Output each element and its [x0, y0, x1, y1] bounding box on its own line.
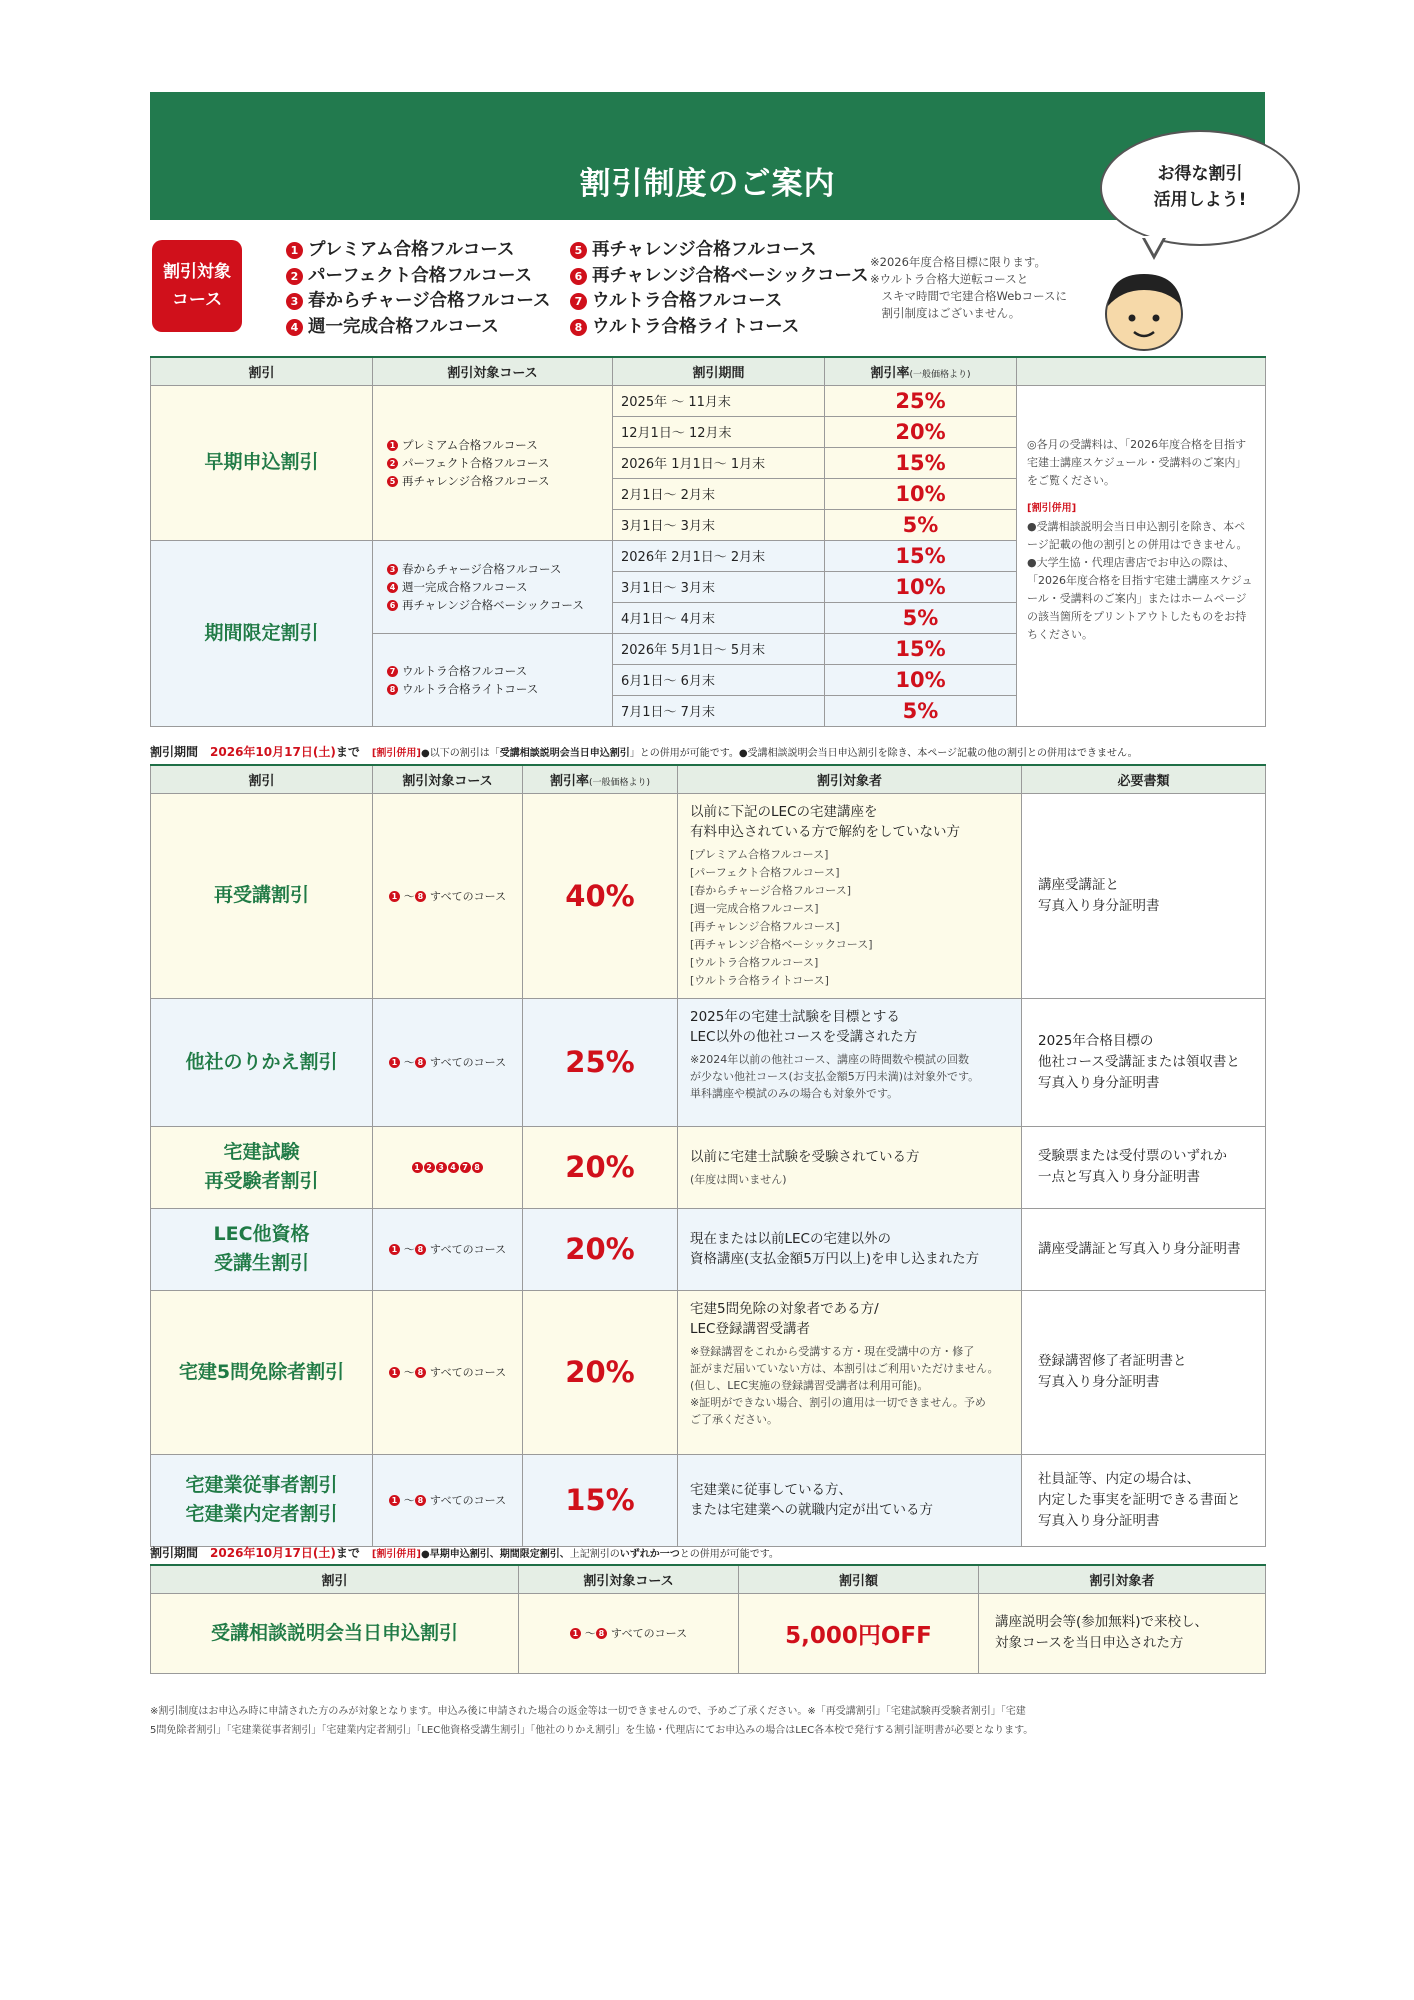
- col-header: 割引期間: [613, 357, 825, 385]
- target-line: または宅建業への就職内定が出ている方: [690, 1502, 933, 1518]
- col-header: 必要書類: [1022, 765, 1266, 793]
- target-details: [690, 1051, 1009, 1102]
- discount-rate: 25%: [523, 998, 678, 1126]
- course-item: [286, 264, 551, 290]
- course-list-right: [570, 238, 869, 340]
- mascot-icon: [1098, 262, 1190, 358]
- course-item: [286, 238, 551, 264]
- doc-line: 写真入り身分証明書: [1038, 897, 1160, 914]
- discount-rate: 15%: [825, 540, 1017, 571]
- detail-line: [プレミアム合格フルコース]: [690, 847, 829, 861]
- required-docs: [1022, 1290, 1266, 1454]
- discount-name-line: 宅建5問免除者割引: [178, 1360, 345, 1383]
- range-label: すべてのコース: [610, 1627, 688, 1640]
- course-number: 1: [389, 1367, 400, 1378]
- caption-tag: [割引併用]: [371, 1549, 421, 1560]
- col-header: [523, 765, 678, 793]
- discount-rate: 15%: [825, 633, 1017, 664]
- target-persons: [678, 1126, 1022, 1208]
- course-number: 3: [387, 564, 398, 575]
- detail-line: [ウルトラ合格フルコース]: [690, 955, 819, 969]
- doc-line: 写真入り身分証明書: [1038, 1512, 1160, 1529]
- course-range: [389, 1366, 506, 1379]
- table-row: [151, 1126, 1266, 1208]
- discount-name-line: 他社のりかえ割引: [185, 1050, 338, 1073]
- target-courses: [373, 1290, 523, 1454]
- course-label: 週一完成合格フルコース: [308, 316, 499, 337]
- discount-name: [151, 998, 373, 1126]
- note-line: ※2026年度合格目標に限ります。: [870, 255, 1046, 269]
- caption-text: 上記割引の: [569, 1549, 620, 1560]
- course-item: [387, 680, 612, 698]
- course-label: 春からチャージ合格フルコース: [402, 561, 562, 576]
- range-sep: 〜: [403, 1494, 415, 1507]
- target-line: 現在または以前LECの宅建以外の: [690, 1231, 891, 1247]
- course-item: [387, 436, 612, 454]
- discount-rate: 20%: [523, 1208, 678, 1290]
- course-item: [387, 596, 612, 614]
- target-details: [690, 846, 1009, 990]
- course-number: 1: [570, 1628, 581, 1639]
- discount-name: 早期申込割引: [151, 385, 373, 540]
- target-line: 2025年の宅建士試験を目標とする: [690, 1008, 900, 1025]
- discount-period: 3月1日〜 3月末: [613, 571, 825, 602]
- course-number: 8: [387, 684, 398, 695]
- caption-label: 割引期間: [150, 745, 199, 759]
- period-discount-table: [150, 356, 1266, 727]
- doc-line: 写真入り身分証明書: [1038, 1374, 1160, 1390]
- target-line: 宅建5問免除の対象者である方/: [690, 1300, 879, 1317]
- caption-made: まで: [335, 745, 360, 759]
- discount-name: 期間限定割引: [151, 540, 373, 726]
- target-line: 以前に下記のLECの宅建講座を: [690, 803, 878, 820]
- discount-table: [150, 764, 1266, 1547]
- target-line: 対象コースを当日申込された方: [995, 1635, 1184, 1651]
- range-label: すべてのコース: [429, 1243, 507, 1256]
- discount-rate: 15%: [523, 1454, 678, 1546]
- discount-name: 受講相談説明会当日申込割引: [151, 1593, 519, 1673]
- course-item: [286, 289, 551, 315]
- discount-period: 3月1日〜 3月末: [613, 509, 825, 540]
- target-persons: [678, 1208, 1022, 1290]
- discount-period: 7月1日〜 7月末: [613, 695, 825, 726]
- caption-label: 割引期間: [150, 1546, 199, 1560]
- course-item: [570, 264, 869, 290]
- col-header: 割引対象者: [979, 1565, 1266, 1593]
- caption-date: 2026年10月17日(土): [210, 745, 336, 759]
- course-label: プレミアム合格フルコース: [402, 437, 538, 452]
- target-line: 資格講座(支払金額5万円以上)を申し込まれた方: [690, 1251, 980, 1267]
- caption-period: [150, 1544, 779, 1561]
- doc-line: 受験票または受付票のいずれか: [1038, 1148, 1227, 1164]
- discount-rate: 20%: [523, 1290, 678, 1454]
- discount-rate: 10%: [825, 664, 1017, 695]
- target-line: LEC以外の他社コースを受講された方: [690, 1028, 918, 1045]
- course-range: [389, 1494, 506, 1507]
- doc-line: 写真入り身分証明書: [1038, 1074, 1160, 1091]
- course-number: 1: [412, 1162, 423, 1173]
- target-persons: [678, 793, 1022, 998]
- course-item: [286, 315, 551, 341]
- table-row: [151, 1454, 1266, 1546]
- table-row: [151, 385, 1266, 416]
- detail-line: [パーフェクト合格フルコース]: [690, 865, 840, 879]
- course-number: 1: [389, 1057, 400, 1068]
- col-header: [825, 357, 1017, 385]
- course-number: 3: [286, 293, 303, 310]
- detail-line: 単科講座や模試のみの場合も対象外です。: [690, 1086, 899, 1100]
- discount-rate: 10%: [825, 478, 1017, 509]
- required-docs: [1022, 1208, 1266, 1290]
- discount-rate: 5%: [825, 695, 1017, 726]
- badge-line: 割引対象: [163, 262, 231, 282]
- target-line: 有料申込されている方で解約をしていない方: [690, 823, 960, 840]
- required-docs: [1022, 1126, 1266, 1208]
- top-note: [870, 254, 1067, 322]
- col-header-main: 割引率: [549, 773, 589, 789]
- detail-line: [再チャレンジ合格ベーシックコース]: [690, 937, 873, 951]
- range-label: すべてのコース: [429, 1494, 507, 1507]
- course-number: 8: [415, 1244, 426, 1255]
- course-label: 再チャレンジ合格フルコース: [592, 240, 817, 260]
- course-number: 4: [387, 582, 398, 593]
- footnote-line: ※割引制度はお申込み時に申請された方のみが対象となります。申込み後に申請された場合の返金等は一切できませんので、予めご了承ください。※「再受講割引」「宅建試験再受験者割引」「宅建: [150, 1706, 1026, 1717]
- target-line: 以前に宅建士試験を受験されている方: [690, 1148, 920, 1165]
- detail-line: ※登録講習をこれから受講する方・現在受講中の方・修了: [690, 1344, 975, 1358]
- discount-rate: 25%: [825, 385, 1017, 416]
- course-label: 春からチャージ合格フルコース: [308, 291, 551, 311]
- discount-rate: 10%: [825, 571, 1017, 602]
- required-docs: [1022, 998, 1266, 1126]
- table-row: [151, 1208, 1266, 1290]
- course-number: 7: [460, 1162, 471, 1173]
- col-header-main: 割引率: [870, 365, 910, 381]
- course-number: 8: [570, 319, 587, 336]
- col-header: 割引対象コース: [373, 765, 523, 793]
- table-row: [151, 1290, 1266, 1454]
- detail-line: ご了承ください。: [690, 1412, 778, 1426]
- target-courses: [519, 1593, 739, 1673]
- col-header: 割引対象コース: [373, 357, 613, 385]
- combo-title: [割引併用]: [1027, 502, 1077, 514]
- note-line: ※ウルトラ合格大逆転コースと: [870, 272, 1029, 286]
- same-day-discount-table: [150, 1564, 1266, 1674]
- course-item: [570, 238, 869, 264]
- course-list-left: [286, 238, 551, 340]
- range-sep: 〜: [403, 889, 415, 903]
- target-line: 講座説明会等(参加無料)で来校し、: [995, 1614, 1209, 1630]
- course-number: 1: [389, 891, 400, 902]
- discount-name: [151, 1208, 373, 1290]
- bubble-line: 活用しよう!: [1153, 190, 1247, 210]
- doc-line: 講座受講証と写真入り身分証明書: [1038, 1240, 1241, 1257]
- course-number: 8: [415, 891, 426, 902]
- col-header: 割引対象コース: [519, 1565, 739, 1593]
- target-courses: [373, 633, 613, 726]
- course-range: [389, 1243, 506, 1256]
- bubble-line: お得な割引: [1157, 164, 1243, 184]
- target-line: LEC登録講習受講者: [690, 1320, 810, 1337]
- discount-name: [151, 1126, 373, 1208]
- range-sep: 〜: [403, 1056, 415, 1069]
- course-label: ウルトラ合格ライトコース: [402, 681, 539, 696]
- required-docs: [1022, 1454, 1266, 1546]
- detail-line: ※証明ができない場合、割引の適用は一切できません。予め: [690, 1395, 986, 1409]
- course-number: 3: [436, 1162, 447, 1173]
- detail-line: [春からチャージ合格フルコース]: [690, 883, 852, 897]
- course-label: ウルトラ合格フルコース: [402, 663, 528, 678]
- course-label: 再チャレンジ合格ベーシックコース: [402, 597, 584, 612]
- discount-period: 6月1日〜 6月末: [613, 664, 825, 695]
- course-label: 再チャレンジ合格ベーシックコース: [592, 265, 869, 286]
- course-number: 1: [387, 440, 398, 451]
- table-row: [151, 998, 1266, 1126]
- discount-rate: 5%: [825, 509, 1017, 540]
- caption-made: まで: [335, 1546, 360, 1560]
- range-label: すべてのコース: [429, 1056, 507, 1069]
- detail-line: [再チャレンジ合格フルコース]: [690, 919, 840, 933]
- course-range: [570, 1627, 687, 1640]
- doc-line: 他社コース受講証または領収書と: [1038, 1053, 1240, 1070]
- course-number: 6: [570, 268, 587, 285]
- bubble-tail-fill: [1144, 236, 1164, 254]
- discount-period: 2月1日〜 2月末: [613, 478, 825, 509]
- table-row: [151, 793, 1266, 998]
- course-label: ウルトラ合格フルコース: [592, 291, 783, 311]
- course-label: パーフェクト合格フルコース: [402, 455, 550, 470]
- discount-rate: 5%: [825, 602, 1017, 633]
- range-label: すべてのコース: [429, 889, 507, 903]
- discount-name-line: 宅建試験: [223, 1141, 300, 1163]
- notes-cell: [1017, 385, 1266, 726]
- caption-bold: ●早期申込割引、期間限定割引、: [420, 1549, 570, 1560]
- table-row: [151, 1593, 1266, 1673]
- course-item: [387, 662, 612, 680]
- discount-rate: 40%: [523, 793, 678, 998]
- discount-name-line: 宅建業内定者割引: [185, 1503, 338, 1525]
- col-header: 割引額: [739, 1565, 979, 1593]
- doc-line: 一点と写真入り身分証明書: [1038, 1169, 1200, 1185]
- footnote: [150, 1702, 1270, 1740]
- target-courses: [373, 793, 523, 998]
- range-sep: 〜: [584, 1627, 596, 1640]
- course-range: [389, 1056, 506, 1069]
- course-number: 8: [415, 1495, 426, 1506]
- col-header: 割引: [151, 1565, 519, 1593]
- course-label: 週一完成合格フルコース: [402, 579, 528, 594]
- course-label: 再チャレンジ合格フルコース: [402, 473, 550, 488]
- detail-line: (年度は問いません): [690, 1172, 787, 1186]
- page-title: 割引制度のご案内: [579, 166, 836, 202]
- discount-rate: 20%: [825, 416, 1017, 447]
- target-details: [690, 1343, 1009, 1428]
- course-number: 6: [387, 600, 398, 611]
- target-course-badge: [152, 240, 242, 332]
- range-label: すべてのコース: [429, 1366, 507, 1379]
- col-header: 割引: [151, 357, 373, 385]
- note-line: スキマ時間で宅建合格Webコースに: [870, 289, 1067, 303]
- discount-name: [151, 1454, 373, 1546]
- detail-line: が少ない他社コース(お支払金額5万円未満)は対象外です。: [690, 1069, 980, 1083]
- course-label: プレミアム合格フルコース: [308, 240, 515, 260]
- discount-rate: 20%: [523, 1126, 678, 1208]
- range-sep: 〜: [403, 1366, 415, 1379]
- target-line: 宅建業に従事している方、: [690, 1482, 852, 1498]
- discount-name-line: 再受験者割引: [204, 1170, 319, 1192]
- course-item: [387, 454, 612, 472]
- course-number: 5: [387, 476, 398, 487]
- fee-note: ◎各月の受講料は、「2026年度合格を目指す宅建士講座スケジュール・受講料のご案内」をご覧ください。: [1027, 437, 1247, 487]
- discount-name-line: 宅建業従事者割引: [185, 1474, 338, 1496]
- caption-period: [150, 743, 1138, 760]
- course-item: [570, 289, 869, 315]
- discount-name-line: 受講生割引: [213, 1252, 309, 1274]
- detail-line: (但し、LEC実施の登録講習受講者は利用可能)。: [690, 1378, 929, 1392]
- required-docs: [1022, 793, 1266, 998]
- discount-name: [151, 793, 373, 998]
- course-number: 2: [286, 268, 303, 285]
- course-item: [387, 578, 612, 596]
- detail-line: [ウルトラ合格ライトコース]: [690, 973, 829, 987]
- detail-line: ※2024年以前の他社コース、講座の時間数や模試の回数: [690, 1052, 969, 1066]
- course-number: 1: [389, 1244, 400, 1255]
- doc-line: 講座受講証と: [1038, 876, 1119, 893]
- caption-text: 」との併用が可能です。●受講相談説明会当日申込割引を除き、本ページ記載の他の割引との併用はできません。: [629, 748, 1138, 759]
- discount-period: 2026年 1月1日〜 1月末: [613, 447, 825, 478]
- target-courses: [373, 540, 613, 633]
- course-number: 7: [387, 666, 398, 677]
- discount-rate: 15%: [825, 447, 1017, 478]
- course-number: 1: [389, 1495, 400, 1506]
- target-persons: [678, 1290, 1022, 1454]
- discount-period: 2026年 2月1日〜 2月末: [613, 540, 825, 571]
- course-number: 4: [448, 1162, 459, 1173]
- note-line: 割引制度はございません。: [870, 306, 1021, 320]
- course-number: 7: [570, 293, 587, 310]
- caption-tag: [割引併用]: [371, 748, 421, 759]
- course-number: 8: [415, 1367, 426, 1378]
- course-number: 8: [596, 1628, 607, 1639]
- discount-period: 4月1日〜 4月末: [613, 602, 825, 633]
- col-header: 割引: [151, 765, 373, 793]
- target-courses: [373, 385, 613, 540]
- speech-bubble: [1100, 130, 1300, 246]
- target-persons: [678, 1454, 1022, 1546]
- doc-line: 内定した事実を証明できる書面と: [1038, 1491, 1241, 1508]
- target-courses: [373, 1126, 523, 1208]
- caption-text: ●以下の割引は「: [420, 748, 500, 759]
- discount-name: [151, 1290, 373, 1454]
- target-persons: [678, 998, 1022, 1126]
- course-item: [387, 560, 612, 578]
- course-number: 2: [387, 458, 398, 469]
- range-sep: 〜: [403, 1243, 415, 1256]
- discount-period: 12月1日〜 12月末: [613, 416, 825, 447]
- target-courses: [373, 998, 523, 1126]
- caption-bold: いずれか一つ: [619, 1549, 680, 1560]
- discount-amount: 5,000円OFF: [739, 1593, 979, 1673]
- course-number: 8: [415, 1057, 426, 1068]
- col-header: 割引対象者: [678, 765, 1022, 793]
- discount-name-line: 再受講割引: [213, 884, 309, 906]
- course-number: 1: [286, 242, 303, 259]
- combo-note: ●受講相談説明会当日申込割引を除き、本ページ記載の他の割引との併用はできません。: [1027, 519, 1248, 551]
- course-number: 8: [472, 1162, 483, 1173]
- course-item: [387, 472, 612, 490]
- badge-line: コース: [171, 290, 223, 310]
- caption-bold: 受講相談説明会当日申込割引: [499, 748, 630, 759]
- course-number: 4: [286, 319, 303, 336]
- discount-period: 2025年 〜 11月末: [613, 385, 825, 416]
- detail-line: [週一完成合格フルコース]: [690, 901, 819, 915]
- detail-line: 証がまだ届いていない方は、本割引はご利用いただけません。: [690, 1361, 999, 1375]
- course-label: パーフェクト合格フルコース: [308, 265, 533, 286]
- target-courses: [373, 1208, 523, 1290]
- doc-line: 登録講習修了者証明書と: [1038, 1353, 1187, 1369]
- course-item: [570, 315, 869, 341]
- target-details: [690, 1171, 1009, 1188]
- col-header-sub: (一般価格より): [909, 369, 971, 380]
- course-number: 2: [424, 1162, 435, 1173]
- course-label: ウルトラ合格ライトコース: [592, 316, 800, 337]
- combo-note: ●大学生協・代理店書店でお申込の際は、「2026年度合格を目指す宅建士講座スケジュール・受講料のご案内」またはホームページの該当箇所をプリントアウトしたものをお持ちください。: [1027, 555, 1253, 641]
- target-courses: [373, 1454, 523, 1546]
- discount-name-line: LEC他資格: [213, 1223, 310, 1245]
- discount-period: 2026年 5月1日〜 5月末: [613, 633, 825, 664]
- course-range: [389, 890, 506, 903]
- course-number: 5: [570, 242, 587, 259]
- caption-text: との併用が可能です。: [679, 1549, 779, 1560]
- footnote-line: 5問免除者割引」「宅建業従事者割引」「宅建業内定者割引」「LEC他資格受講生割引」「他社のりかえ割引」を生協・代理店にてお申込みの場合はLEC各本校で発行する割引証明書が必要となります。: [150, 1725, 1034, 1736]
- doc-line: 2025年合格目標の: [1038, 1032, 1154, 1049]
- title-banner: [150, 92, 1265, 220]
- target-persons: [979, 1593, 1266, 1673]
- doc-line: 社員証等、内定の場合は、: [1038, 1470, 1200, 1487]
- caption-date: 2026年10月17日(土): [210, 1546, 336, 1560]
- col-header-sub: (一般価格より): [588, 777, 651, 788]
